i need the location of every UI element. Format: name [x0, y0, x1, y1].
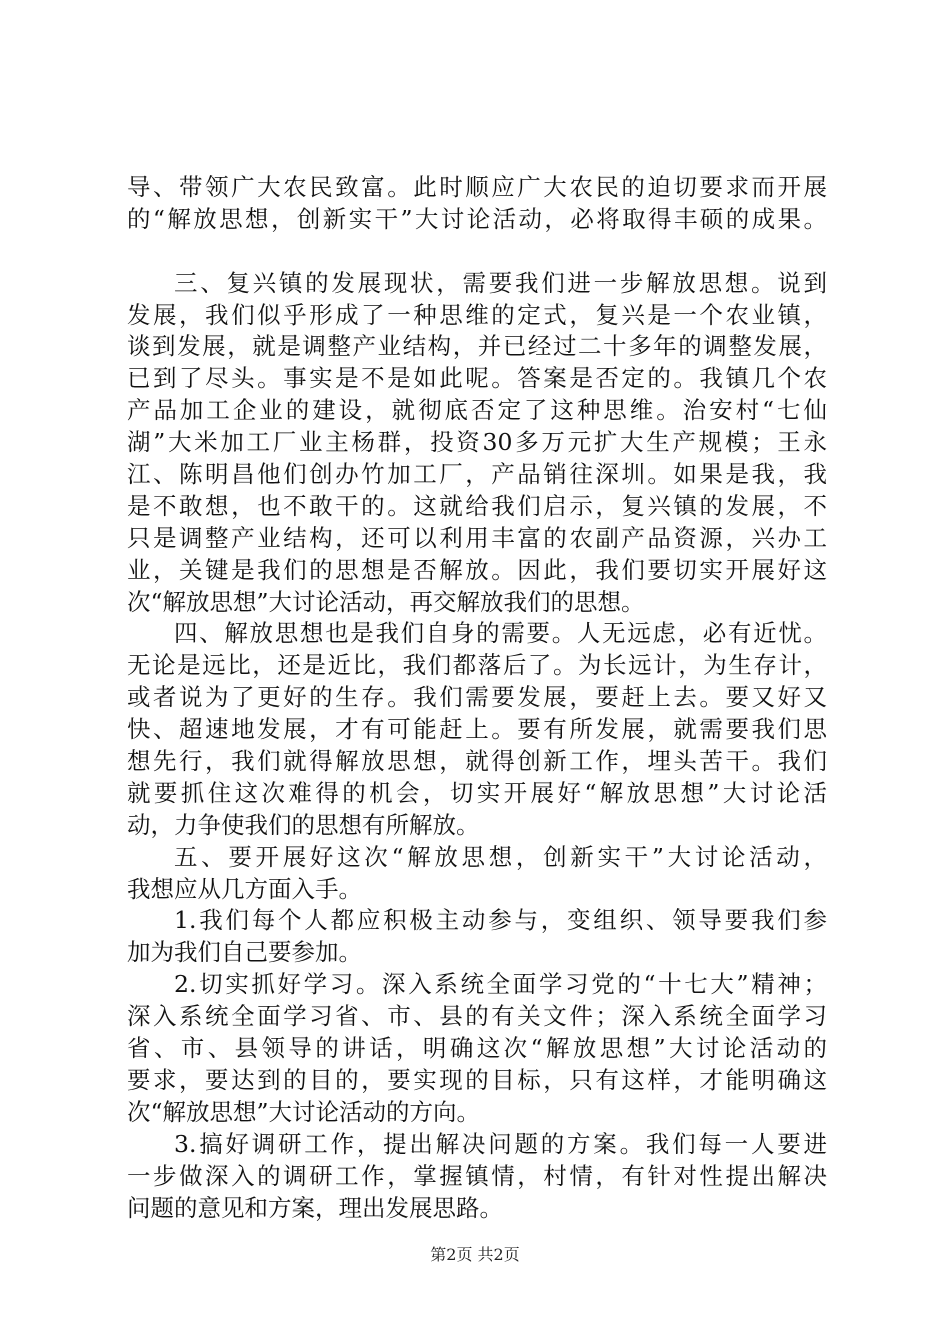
- text-line: 四、解放思想也是我们自身的需要。人无远虑，必有近忧。: [174, 619, 827, 648]
- text-line: 1.我们每个人都应积极主动参与，变组织、领导要我们参: [174, 906, 827, 935]
- text-line: 江、陈明昌他们创办竹加工厂，产品销往深圳。如果是我，我: [127, 460, 827, 489]
- text-line: 3.搞好调研工作，提出解决问题的方案。我们每一人要进: [174, 1129, 827, 1158]
- document-body: [127, 172, 827, 1224]
- text-line: 产品加工企业的建设，就彻底否定了这种思维。治安村“七仙: [127, 396, 827, 425]
- text-line: 导、带领广大农民致富。此时顺应广大农民的迫切要求而开展: [127, 173, 827, 201]
- text-line: 发展，我们似乎形成了一种思维的定式，复兴是一个农业镇，: [127, 300, 827, 329]
- text-line: 问题的意见和方案，理出发展思路。: [127, 1193, 503, 1222]
- text-line: 五、要开展好这次“解放思想，创新实干”大讨论活动，: [174, 842, 827, 871]
- text-line: 是不敢想，也不敢干的。这就给我们启示，复兴镇的发展，不: [127, 491, 827, 520]
- text-line: 已到了尽头。事实是不是如此呢。答案是否定的。我镇几个农: [127, 364, 827, 393]
- page-footer: 第2页 共2页: [430, 1245, 520, 1264]
- text-line: 只是调整产业结构，还可以利用丰富的农副产品资源，兴办工: [127, 523, 827, 552]
- text-line: 加为我们自己要参加。: [127, 938, 362, 967]
- text-line: 2.切实抓好学习。深入系统全面学习党的“十七大”精神；: [174, 970, 827, 999]
- text-line: 无论是远比，还是近比，我们都落后了。为长远计，为生存计，: [127, 651, 827, 680]
- paragraph-gap: [127, 236, 827, 268]
- text-line: 的“解放思想，创新实干”大讨论活动，必将取得丰硕的成果。: [127, 204, 827, 233]
- text-line: 业，关键是我们的思想是否解放。因此，我们要切实开展好这: [127, 555, 827, 584]
- text-line: 湖”大米加工厂业主杨群，投资30多万元扩大生产规模；王永: [127, 428, 827, 457]
- text-line: 就要抓住这次难得的机会，切实开展好“解放思想”大讨论活: [127, 778, 827, 807]
- text-line: 谈到发展，就是调整产业结构，并已经过二十多年的调整发展，: [127, 332, 827, 361]
- text-line: 次“解放思想”大讨论活动的方向。: [127, 1097, 481, 1126]
- text-line: 或者说为了更好的生存。我们需要发展，要赶上去。要又好又: [127, 683, 827, 712]
- text-line: 要求，要达到的目的，要实现的目标，只有这样，才能明确这: [127, 1065, 827, 1094]
- text-line: 我想应从几方面入手。: [127, 874, 362, 903]
- text-line: 次“解放思想”大讨论活动，再交解放我们的思想。: [127, 587, 645, 616]
- text-line: 想先行，我们就得解放思想，就得创新工作，埋头苦干。我们: [127, 747, 827, 776]
- text-line: 快、超速地发展，才有可能赶上。要有所发展，就需要我们思: [127, 715, 827, 744]
- text-line: 动，力争使我们的思想有所解放。: [127, 810, 480, 839]
- text-line: 深入系统全面学习省、市、县的有关文件；深入系统全面学习: [127, 1002, 827, 1031]
- text-line: 三、复兴镇的发展现状，需要我们进一步解放思想。说到: [174, 268, 827, 297]
- text-line: 一步做深入的调研工作，掌握镇情，村情，有针对性提出解决: [127, 1161, 827, 1190]
- text-line: 省、市、县领导的讲话，明确这次“解放思想”大讨论活动的: [127, 1034, 827, 1063]
